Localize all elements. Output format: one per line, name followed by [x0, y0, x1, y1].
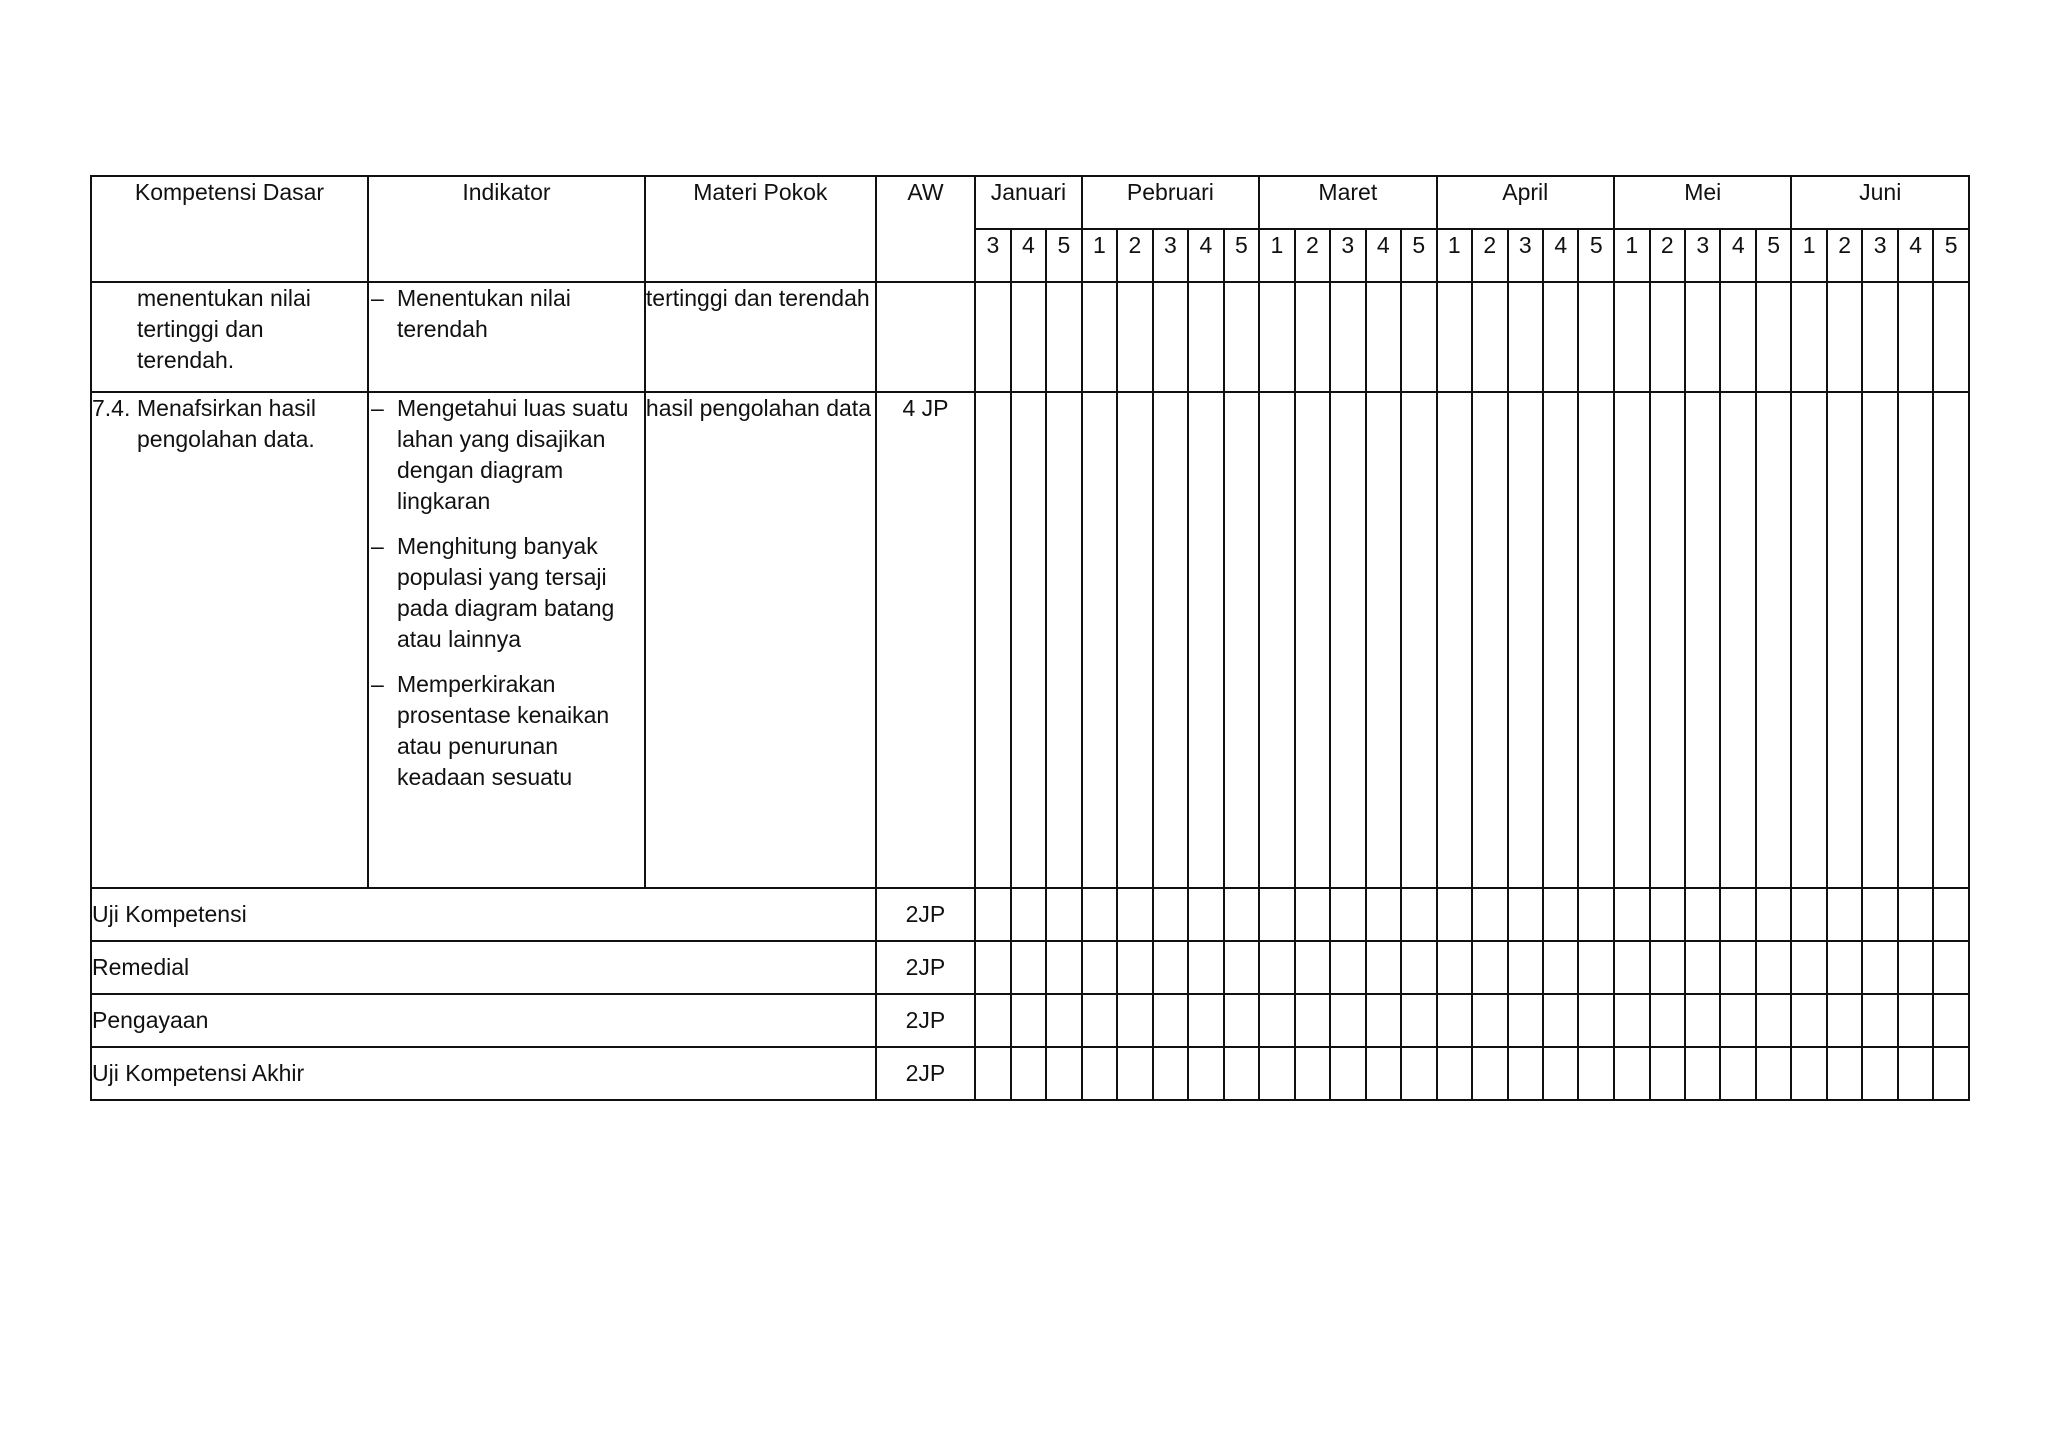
schedule-cell — [1827, 1047, 1862, 1100]
schedule-cell — [1011, 392, 1046, 888]
schedule-cell — [1472, 1047, 1507, 1100]
dash-bullet: – — [370, 395, 384, 421]
week-header: 5 — [1756, 229, 1791, 282]
week-header: 1 — [1791, 229, 1826, 282]
schedule-cell — [1862, 282, 1897, 392]
week-header: 3 — [975, 229, 1010, 282]
schedule-cell — [1330, 941, 1365, 994]
dash-bullet: – — [370, 285, 384, 311]
schedule-cell — [1117, 392, 1152, 888]
schedule-cell — [1117, 1047, 1152, 1100]
schedule-cell — [1472, 392, 1507, 888]
schedule-cell — [1578, 888, 1614, 941]
week-header: 5 — [1401, 229, 1437, 282]
schedule-cell — [1827, 392, 1862, 888]
schedule-cell — [1650, 888, 1685, 941]
schedule-cell — [1685, 888, 1720, 941]
month-header-april: April — [1437, 176, 1614, 229]
schedule-cell — [1330, 994, 1365, 1047]
kd-text: Menafsirkan hasil pengolahan data. — [137, 395, 316, 452]
indikator-item — [369, 531, 644, 655]
schedule-cell — [1401, 994, 1437, 1047]
table-row — [91, 282, 1969, 392]
schedule-cell — [1720, 994, 1755, 1047]
schedule-cell — [1508, 1047, 1543, 1100]
schedule-cell — [1401, 282, 1437, 392]
summary-row — [91, 994, 1969, 1047]
schedule-cell — [1117, 994, 1152, 1047]
schedule-cell — [1791, 994, 1826, 1047]
schedule-cell — [1224, 994, 1260, 1047]
schedule-cell — [1401, 888, 1437, 941]
schedule-cell — [1259, 282, 1294, 392]
schedule-cell — [1153, 941, 1188, 994]
schedule-cell — [1437, 941, 1472, 994]
schedule-cell — [1295, 941, 1330, 994]
aw-cell: 2JP — [876, 994, 976, 1047]
schedule-cell — [1578, 392, 1614, 888]
schedule-cell — [1295, 888, 1330, 941]
schedule-cell — [1259, 888, 1294, 941]
schedule-cell — [1650, 941, 1685, 994]
materi-pokok-cell: hasil pengolahan data — [645, 392, 876, 888]
schedule-cell — [1472, 888, 1507, 941]
schedule-cell — [1011, 282, 1046, 392]
week-header: 5 — [1578, 229, 1614, 282]
table-row — [91, 392, 1969, 888]
schedule-cell — [1259, 1047, 1294, 1100]
schedule-cell — [1188, 994, 1223, 1047]
schedule-cell — [975, 888, 1010, 941]
aw-cell — [876, 282, 976, 392]
schedule-cell — [1543, 888, 1578, 941]
week-header: 2 — [1827, 229, 1862, 282]
schedule-cell — [1614, 994, 1649, 1047]
week-header: 4 — [1188, 229, 1223, 282]
schedule-cell — [1082, 941, 1117, 994]
schedule-cell — [1933, 1047, 1969, 1100]
week-header: 1 — [1259, 229, 1294, 282]
schedule-cell — [1401, 941, 1437, 994]
schedule-cell — [1508, 282, 1543, 392]
schedule-cell — [1578, 994, 1614, 1047]
schedule-cell — [1720, 888, 1755, 941]
col-header-kompetensi-dasar: Kompetensi Dasar — [91, 176, 368, 282]
schedule-cell — [1650, 994, 1685, 1047]
schedule-cell — [1330, 282, 1365, 392]
schedule-cell — [1011, 994, 1046, 1047]
summary-row — [91, 1047, 1969, 1100]
schedule-cell — [1046, 282, 1081, 392]
schedule-cell — [1862, 941, 1897, 994]
schedule-cell — [1791, 392, 1826, 888]
schedule-cell — [1898, 1047, 1933, 1100]
week-header: 3 — [1153, 229, 1188, 282]
month-header-januari: Januari — [975, 176, 1081, 229]
schedule-cell — [1827, 282, 1862, 392]
week-header: 4 — [1898, 229, 1933, 282]
schedule-cell — [1720, 392, 1755, 888]
schedule-cell — [1508, 941, 1543, 994]
schedule-cell — [1224, 941, 1260, 994]
schedule-cell — [1330, 1047, 1365, 1100]
schedule-cell — [1614, 941, 1649, 994]
materi-pokok-cell: tertinggi dan terendah — [645, 282, 876, 392]
schedule-cell — [1791, 282, 1826, 392]
schedule-cell — [1366, 994, 1401, 1047]
week-header: 3 — [1685, 229, 1720, 282]
week-header: 3 — [1330, 229, 1365, 282]
schedule-cell — [1082, 994, 1117, 1047]
month-header-pebruari: Pebruari — [1082, 176, 1259, 229]
schedule-cell — [1933, 994, 1969, 1047]
schedule-cell — [1685, 282, 1720, 392]
kompetensi-dasar-cell — [91, 392, 368, 888]
schedule-cell — [1188, 888, 1223, 941]
indikator-text: Menentukan nilai terendah — [396, 285, 571, 342]
schedule-cell — [1898, 392, 1933, 888]
schedule-cell — [1224, 282, 1260, 392]
schedule-cell — [1543, 392, 1578, 888]
summary-label: Uji Kompetensi Akhir — [91, 1047, 876, 1100]
schedule-cell — [1011, 888, 1046, 941]
schedule-cell — [1117, 888, 1152, 941]
schedule-cell — [1188, 1047, 1223, 1100]
schedule-cell — [1259, 941, 1294, 994]
schedule-cell — [1614, 888, 1649, 941]
schedule-cell — [1862, 1047, 1897, 1100]
schedule-cell — [1224, 1047, 1260, 1100]
schedule-cell — [1153, 1047, 1188, 1100]
schedule-cell — [1862, 888, 1897, 941]
schedule-cell — [1933, 941, 1969, 994]
schedule-cell — [1756, 1047, 1791, 1100]
col-header-indikator: Indikator — [368, 176, 645, 282]
schedule-cell — [1827, 941, 1862, 994]
schedule-cell — [1650, 282, 1685, 392]
schedule-cell — [1401, 1047, 1437, 1100]
schedule-cell — [1188, 282, 1223, 392]
week-header: 2 — [1650, 229, 1685, 282]
schedule-cell — [1011, 1047, 1046, 1100]
indikator-cell — [368, 282, 645, 392]
schedule-cell — [1898, 282, 1933, 392]
schedule-cell — [1117, 941, 1152, 994]
schedule-cell — [1543, 994, 1578, 1047]
schedule-cell — [1082, 392, 1117, 888]
week-header: 1 — [1082, 229, 1117, 282]
schedule-cell — [1046, 888, 1081, 941]
schedule-cell — [1685, 994, 1720, 1047]
month-header-maret: Maret — [1259, 176, 1436, 229]
schedule-cell — [975, 392, 1010, 888]
schedule-cell — [1543, 1047, 1578, 1100]
schedule-cell — [1437, 392, 1472, 888]
schedule-cell — [1827, 888, 1862, 941]
dash-bullet: – — [370, 671, 384, 697]
schedule-cell — [1933, 392, 1969, 888]
week-header: 3 — [1508, 229, 1543, 282]
col-header-aw: AW — [876, 176, 976, 282]
month-header-juni: Juni — [1791, 176, 1969, 229]
schedule-cell — [1578, 941, 1614, 994]
schedule-table — [90, 175, 1970, 1101]
schedule-cell — [975, 994, 1010, 1047]
schedule-cell — [1543, 941, 1578, 994]
schedule-cell — [1756, 994, 1791, 1047]
schedule-cell — [1011, 941, 1046, 994]
schedule-cell — [1898, 994, 1933, 1047]
schedule-cell — [1437, 888, 1472, 941]
indikator-item — [369, 393, 644, 517]
week-header: 5 — [1224, 229, 1260, 282]
schedule-cell — [975, 1047, 1010, 1100]
schedule-cell — [1508, 888, 1543, 941]
indikator-text: Memperkirakan prosentase kenaikan atau penurunan keadaan sesuatu — [396, 671, 610, 790]
schedule-cell — [1578, 1047, 1614, 1100]
schedule-cell — [1224, 888, 1260, 941]
indikator-cell — [368, 392, 645, 888]
schedule-cell — [1437, 994, 1472, 1047]
summary-row — [91, 888, 1969, 941]
schedule-cell — [1933, 282, 1969, 392]
schedule-cell — [1437, 282, 1472, 392]
dash-bullet: – — [370, 533, 384, 559]
week-header: 5 — [1046, 229, 1081, 282]
week-header: 4 — [1366, 229, 1401, 282]
schedule-cell — [1046, 392, 1081, 888]
week-header: 5 — [1933, 229, 1969, 282]
schedule-cell — [1046, 994, 1081, 1047]
schedule-cell — [1685, 392, 1720, 888]
schedule-cell — [1472, 994, 1507, 1047]
schedule-cell — [1259, 994, 1294, 1047]
schedule-cell — [1401, 392, 1437, 888]
schedule-cell — [1259, 392, 1294, 888]
schedule-cell — [1366, 888, 1401, 941]
summary-label: Remedial — [91, 941, 876, 994]
schedule-cell — [1898, 888, 1933, 941]
schedule-cell — [1366, 1047, 1401, 1100]
schedule-cell — [1650, 1047, 1685, 1100]
schedule-cell — [1650, 392, 1685, 888]
schedule-cell — [1366, 282, 1401, 392]
schedule-cell — [1933, 888, 1969, 941]
schedule-cell — [1153, 282, 1188, 392]
schedule-cell — [1366, 941, 1401, 994]
aw-cell: 4 JP — [876, 392, 976, 888]
aw-cell: 2JP — [876, 888, 976, 941]
indikator-item — [369, 669, 644, 793]
col-header-materi-pokok: Materi Pokok — [645, 176, 876, 282]
schedule-cell — [1046, 941, 1081, 994]
schedule-cell — [1898, 941, 1933, 994]
schedule-cell — [1614, 1047, 1649, 1100]
schedule-cell — [1295, 994, 1330, 1047]
indikator-item — [369, 283, 644, 345]
week-header: 2 — [1472, 229, 1507, 282]
week-header: 2 — [1295, 229, 1330, 282]
schedule-cell — [1862, 994, 1897, 1047]
schedule-cell — [1862, 392, 1897, 888]
schedule-cell — [1330, 888, 1365, 941]
schedule-cell — [1472, 941, 1507, 994]
schedule-cell — [1614, 392, 1649, 888]
schedule-cell — [1472, 282, 1507, 392]
week-header: 3 — [1862, 229, 1897, 282]
kd-text: menentukan nilai tertinggi dan terendah. — [137, 285, 311, 373]
schedule-cell — [1295, 392, 1330, 888]
schedule-cell — [1437, 1047, 1472, 1100]
indikator-text: Mengetahui luas suatu lahan yang disajikan dengan diagram lingkaran — [396, 395, 629, 514]
kompetensi-dasar-cell — [91, 282, 368, 392]
schedule-cell — [1224, 392, 1260, 888]
schedule-cell — [975, 282, 1010, 392]
schedule-cell — [1756, 941, 1791, 994]
schedule-cell — [1614, 282, 1649, 392]
aw-cell: 2JP — [876, 1047, 976, 1100]
schedule-cell — [1756, 392, 1791, 888]
schedule-cell — [1188, 941, 1223, 994]
schedule-cell — [1117, 282, 1152, 392]
schedule-cell — [1827, 994, 1862, 1047]
schedule-cell — [1366, 392, 1401, 888]
summary-label: Pengayaan — [91, 994, 876, 1047]
aw-cell: 2JP — [876, 941, 976, 994]
schedule-cell — [1153, 392, 1188, 888]
schedule-cell — [1153, 888, 1188, 941]
schedule-cell — [1756, 888, 1791, 941]
kd-number: 7.4. — [92, 395, 131, 421]
schedule-cell — [1685, 941, 1720, 994]
schedule-cell — [1791, 1047, 1826, 1100]
schedule-cell — [1685, 1047, 1720, 1100]
schedule-cell — [1756, 282, 1791, 392]
schedule-cell — [1082, 1047, 1117, 1100]
week-header: 4 — [1720, 229, 1755, 282]
week-header: 4 — [1543, 229, 1578, 282]
schedule-cell — [1720, 282, 1755, 392]
schedule-cell — [1330, 392, 1365, 888]
schedule-cell — [1720, 1047, 1755, 1100]
summary-label: Uji Kompetensi — [91, 888, 876, 941]
schedule-cell — [1720, 941, 1755, 994]
schedule-cell — [1791, 888, 1826, 941]
indikator-text: Menghitung banyak populasi yang tersaji pada diagram batang atau lainnya — [396, 533, 615, 652]
month-header-mei: Mei — [1614, 176, 1791, 229]
schedule-cell — [1188, 392, 1223, 888]
schedule-cell — [1578, 282, 1614, 392]
schedule-cell — [1046, 1047, 1081, 1100]
schedule-cell — [975, 941, 1010, 994]
week-header: 1 — [1437, 229, 1472, 282]
schedule-cell — [1082, 888, 1117, 941]
schedule-cell — [1082, 282, 1117, 392]
week-header: 4 — [1011, 229, 1046, 282]
schedule-cell — [1543, 282, 1578, 392]
schedule-cell — [1791, 941, 1826, 994]
week-header: 1 — [1614, 229, 1649, 282]
schedule-cell — [1508, 392, 1543, 888]
schedule-cell — [1153, 994, 1188, 1047]
summary-row — [91, 941, 1969, 994]
schedule-cell — [1295, 282, 1330, 392]
schedule-cell — [1295, 1047, 1330, 1100]
schedule-cell — [1508, 994, 1543, 1047]
week-header: 2 — [1117, 229, 1152, 282]
